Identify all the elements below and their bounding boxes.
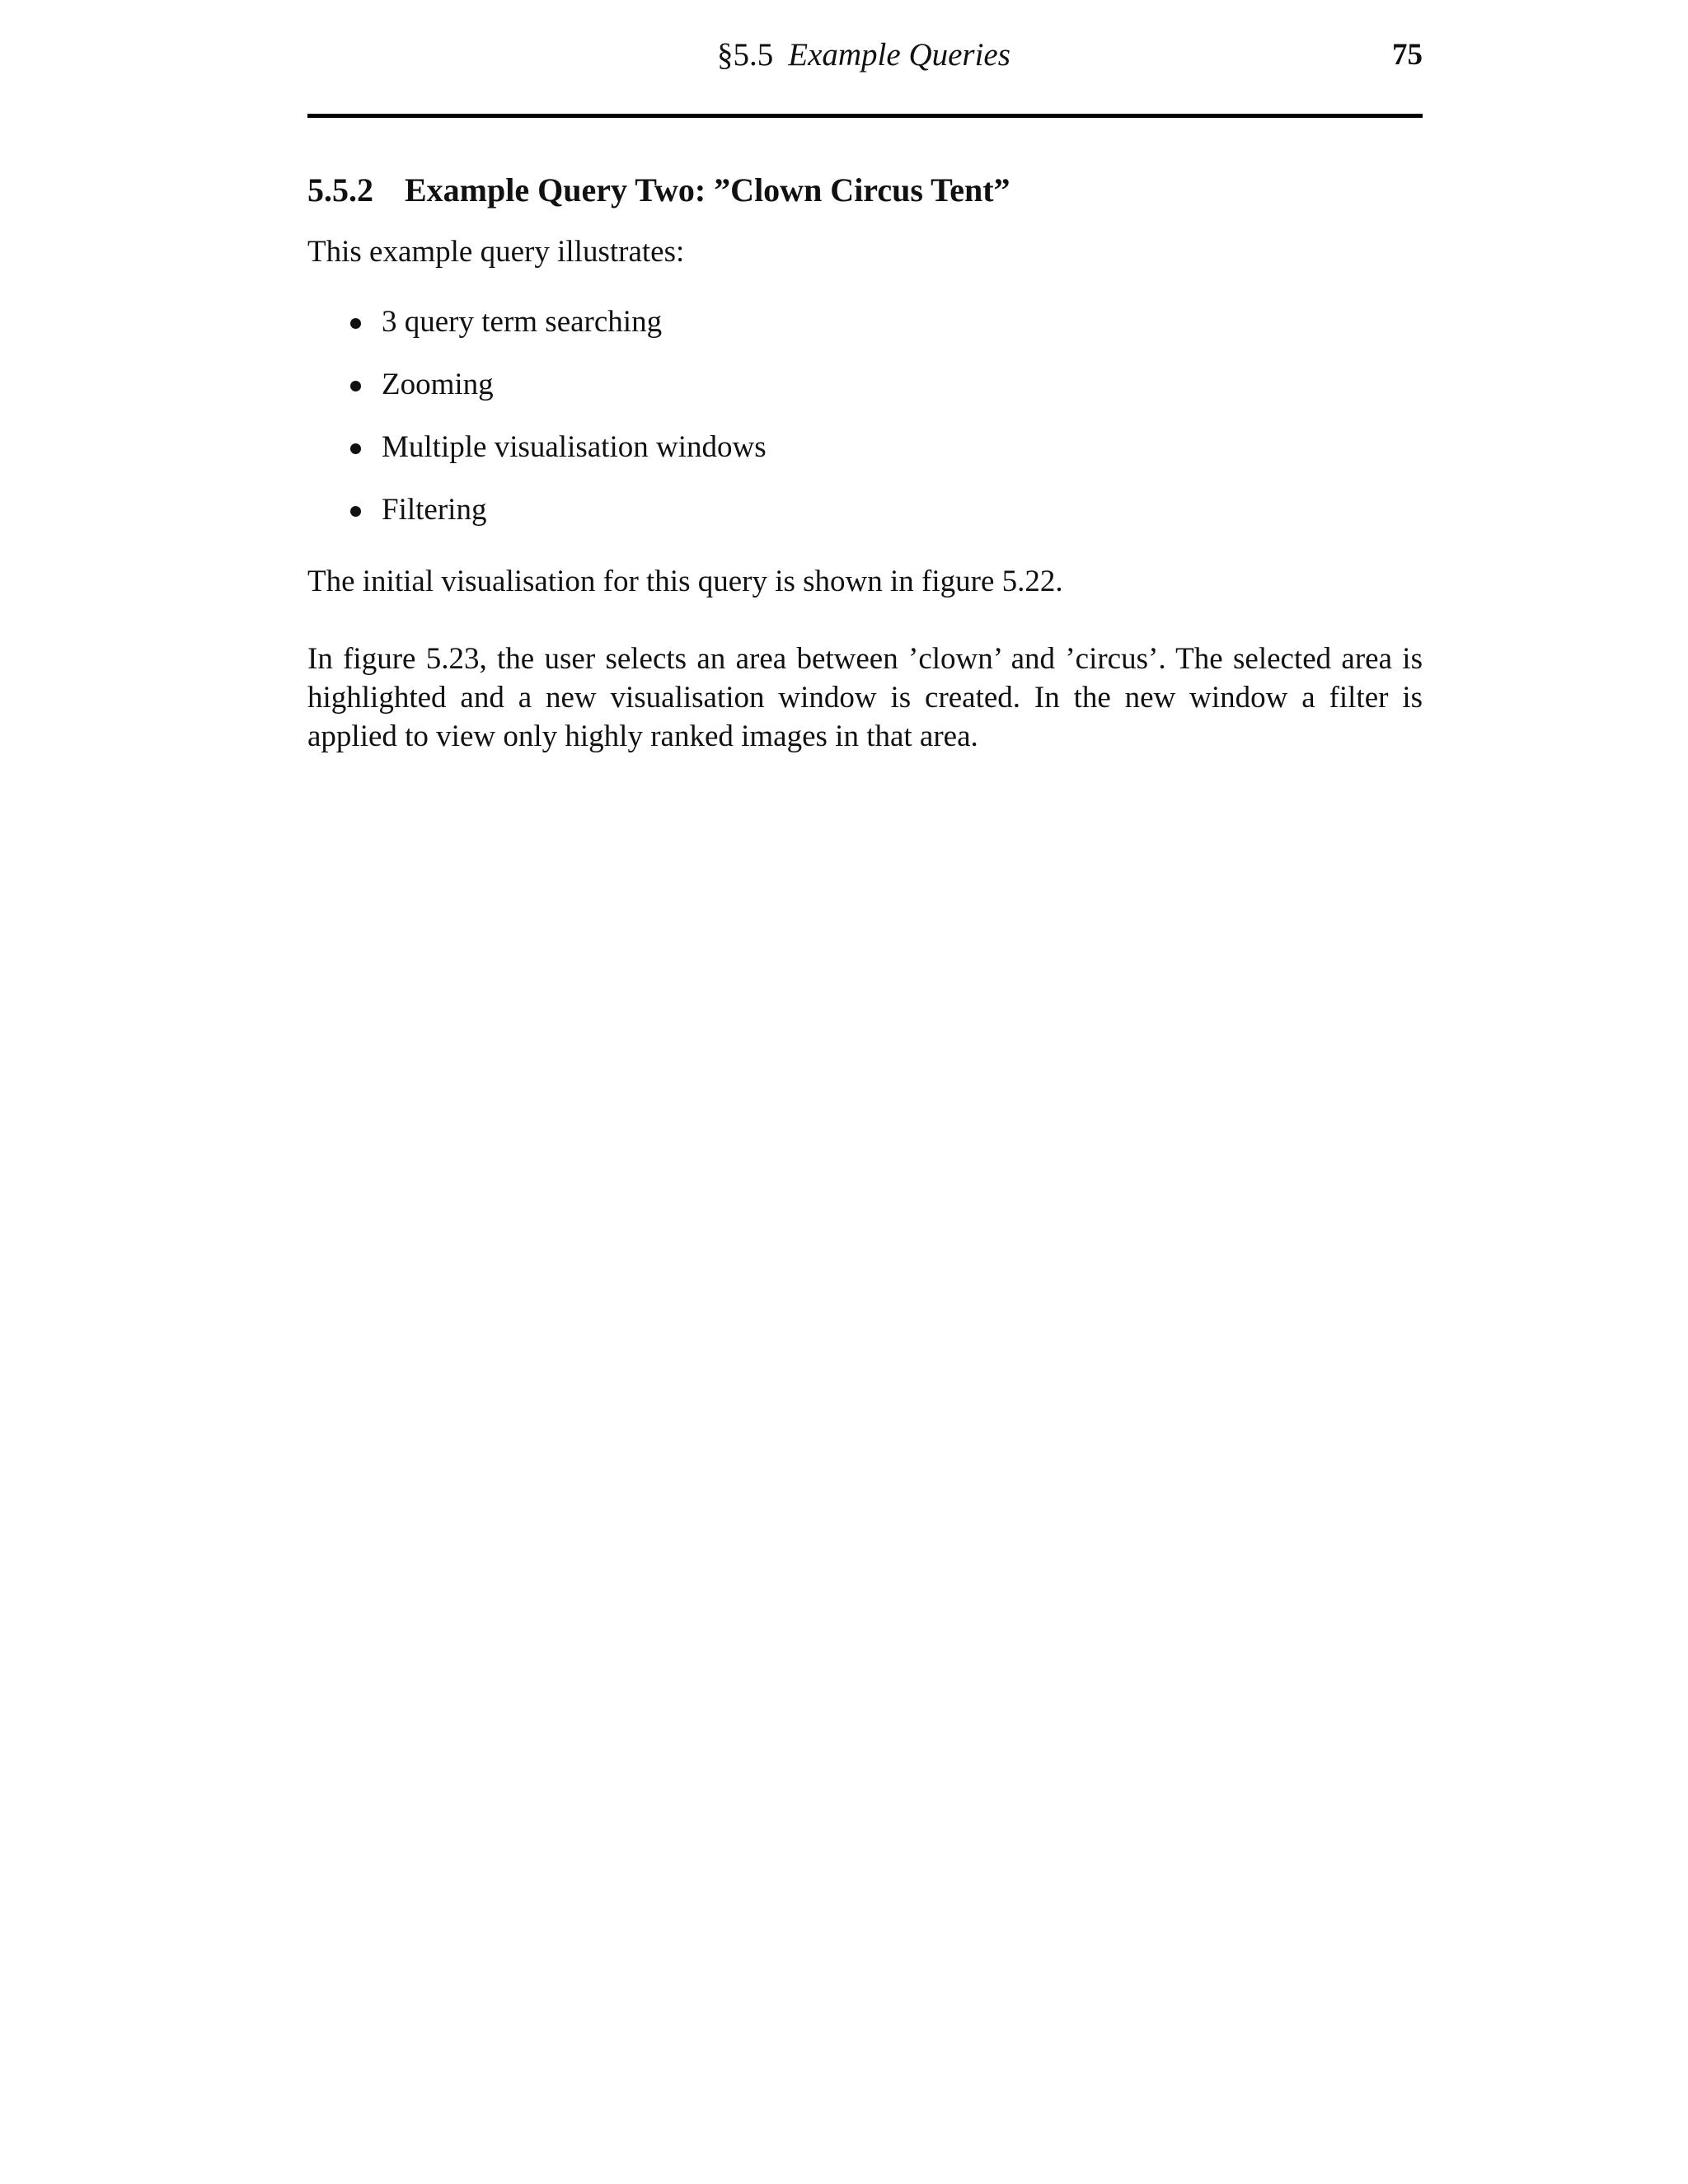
running-head-section-title: Example Queries bbox=[788, 37, 1010, 73]
running-head bbox=[307, 33, 1423, 74]
list-item-text: Filtering bbox=[382, 493, 487, 527]
document-page bbox=[307, 0, 1423, 2184]
subsection-heading bbox=[307, 167, 1010, 213]
bullet-icon bbox=[350, 443, 361, 454]
subsection-title: Example Query Two: ”Clown Circus Tent” bbox=[405, 171, 1010, 209]
running-head-section bbox=[717, 35, 1010, 76]
bullet-icon bbox=[350, 381, 361, 391]
list-item-text: Zooming bbox=[382, 368, 494, 401]
list-item-text: 3 query term searching bbox=[382, 305, 663, 339]
subsection-number: 5.5.2 bbox=[307, 171, 373, 209]
list-item-text: Multiple visualisation windows bbox=[382, 430, 767, 464]
bullet-icon bbox=[350, 506, 361, 517]
intro-text: This example query illustrates: bbox=[307, 235, 685, 269]
page-number: 75 bbox=[1392, 38, 1423, 72]
bullet-icon bbox=[350, 318, 361, 329]
running-head-section-number: §5.5 bbox=[717, 37, 774, 73]
paragraph-selection-filter: In figure 5.23, the user selects an area between ’clown’ and ’circus’. The selected area is highlighted and a new visualisation window is created. In the new window a filter is applied to view only highly ranked images in that area. bbox=[307, 642, 1423, 753]
header-rule bbox=[307, 114, 1423, 118]
paragraph-initial-visualisation: The initial visualisation for this query is shown in figure 5.22. bbox=[307, 565, 1063, 598]
